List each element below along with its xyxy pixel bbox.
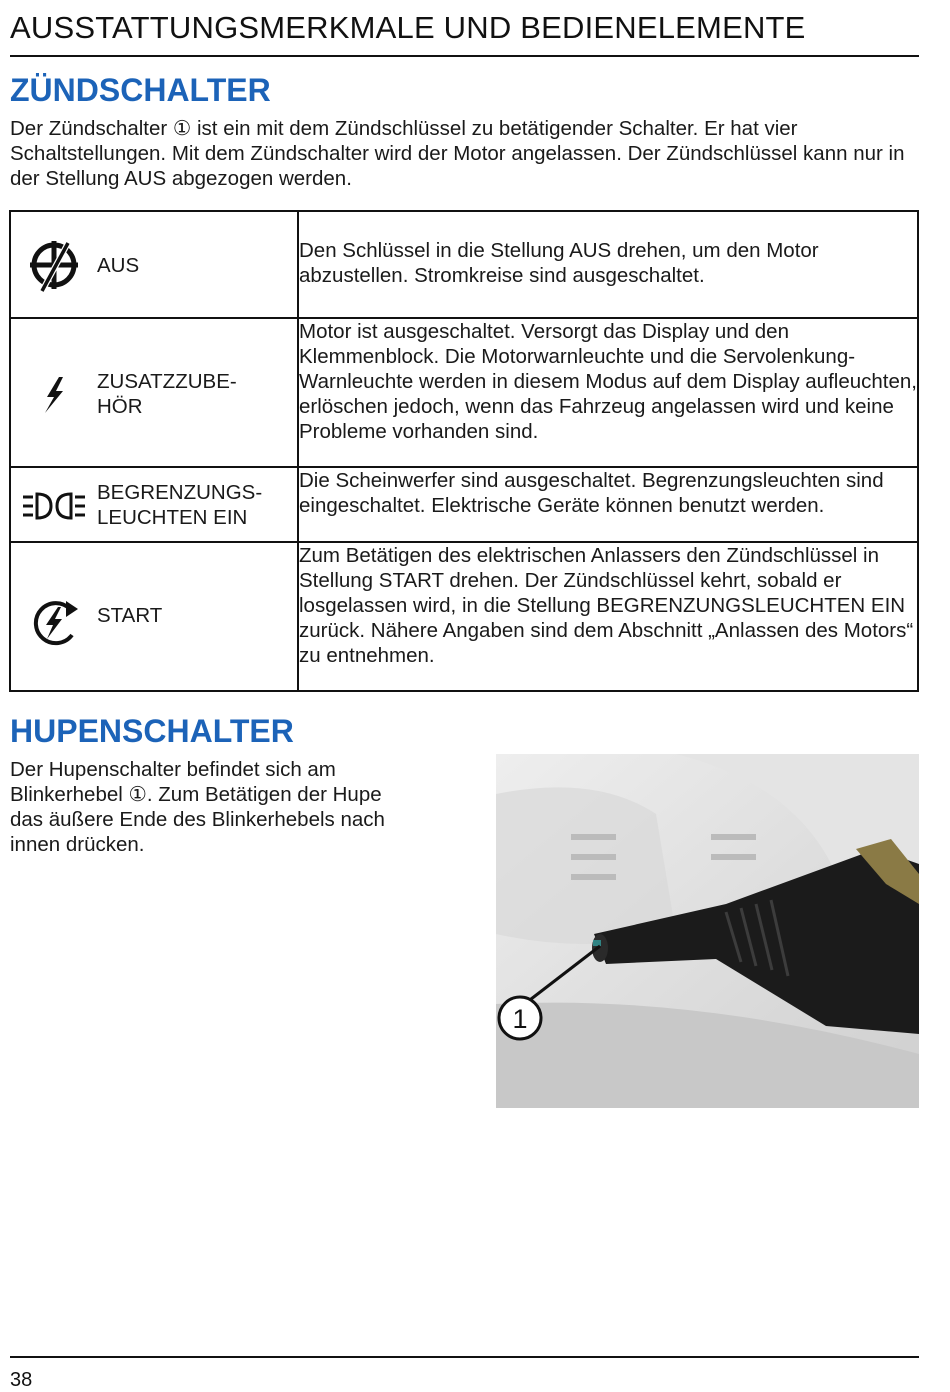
mode-label-off: AUS (97, 254, 140, 277)
mode-description-start: Zum Betätigen des elektrischen Anlassers den Zündschlüssel in Stellung START drehen. Der Zündschlüssel kehrt, sobald er losgelassen wird, in die Stellung BEGRENZUNGSLEUCHTEN EIN zurück. Nähere Angaben sind dem Abschnitt „Anlassen des Motors“ zu entnehmen. (298, 542, 918, 691)
table-row (10, 318, 918, 467)
ignition-intro-text: Der Zündschalter ① ist ein mit dem Zündschlüssel zu betätigender Schalter. Er hat vier Schaltstellungen. Mit dem Zündschalter wird der Motor angelassen. Der Zündschlüssel kann nur in der Stellung AUS abgezogen werden. (10, 117, 905, 190)
engine-start-icon (17, 593, 91, 653)
mode-cell-off (10, 211, 298, 318)
horn-section-title: HUPENSCHALTER (10, 713, 294, 749)
mode-label-start: START (97, 604, 163, 627)
mode-label-parking-lights: BEGRENZUNGS- LEUCHTEN EIN (97, 481, 263, 529)
ignition-positions-table (9, 210, 919, 692)
mode-description-off: Den Schlüssel in die Stellung AUS drehen, um den Motor abzustellen. Stromkreise sind ausgeschaltet. (298, 211, 918, 318)
page-number: 38 (10, 1369, 33, 1391)
header-rule (10, 55, 919, 57)
horn-description-text: Der Hupenschalter befindet sich am Blinkerhebel ①. Zum Betätigen der Hupe das äußere Ende des Blinkerhebels nach innen drücken. (10, 758, 385, 856)
footer-rule (10, 1356, 919, 1358)
turn-signal-lever-photo (496, 754, 919, 1108)
mode-label-accessory: ZUSATZZUBE- HÖR (97, 370, 237, 418)
page-header-title: AUSSTATTUNGSMERKMALE UND BEDIENELEMENTE (10, 10, 806, 45)
ignition-section-title: ZÜNDSCHALTER (10, 72, 271, 108)
figure-callout-number: 1 (512, 1004, 528, 1034)
table-row (10, 542, 918, 691)
mode-cell-start (10, 542, 298, 691)
table-row (10, 467, 918, 542)
mode-cell-accessory (10, 318, 298, 467)
mode-cell-parking-lights (10, 467, 298, 542)
mode-description-accessory: Motor ist ausgeschaltet. Versorgt das Display und den Klemmenblock. Die Motorwarnleuchte und die Servolenkung-Warnleuchte werden in diesem Modus auf dem Display aufleuchten, erlöschen jedoch, wenn das Fahrzeug angelassen wird und keine Probleme vorhanden sind. (298, 318, 918, 467)
lightning-icon (17, 375, 91, 415)
engine-off-icon (17, 234, 91, 296)
table-row (10, 211, 918, 318)
parking-lights-icon (17, 486, 91, 526)
mode-description-parking-lights: Die Scheinwerfer sind ausgeschaltet. Begrenzungsleuchten sind eingeschaltet. Elektrische Geräte können benutzt werden. (298, 467, 918, 542)
